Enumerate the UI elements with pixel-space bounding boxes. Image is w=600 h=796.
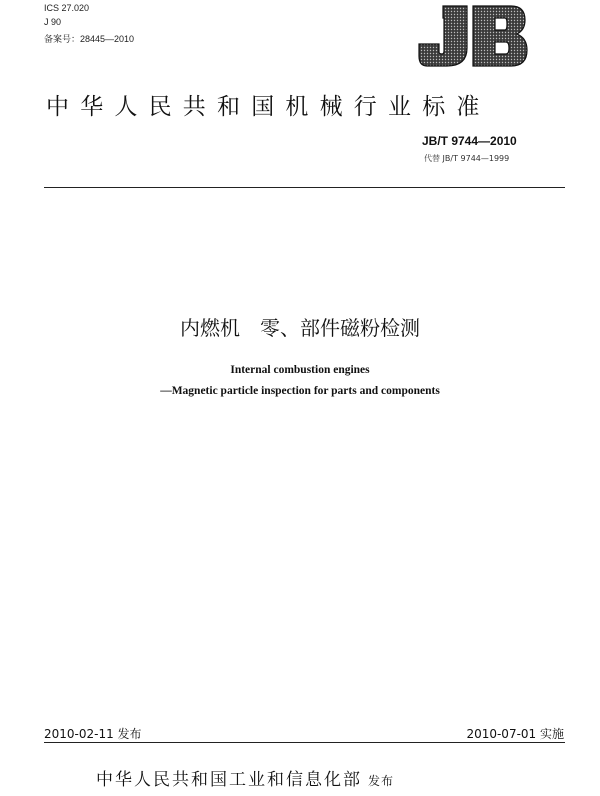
publisher-suffix: 发布 <box>368 774 395 788</box>
header-divider <box>44 187 565 188</box>
document-title-cn: 内燃机 零、部件磁粉检测 <box>180 316 420 340</box>
filing-number: 备案号：28445—2010 <box>44 34 135 44</box>
document-title-en-line1: Internal combustion engines <box>230 364 370 376</box>
ics-code: ICS 27.020 <box>44 3 90 13</box>
jb-logo <box>417 4 529 68</box>
replaces-standard: 代替 JB/T 9744—1999 <box>424 154 510 163</box>
document-title-en-line2: —Magnetic particle inspection for parts and components <box>160 385 440 397</box>
publisher-name: 中华人民共和国工业和信息化部 <box>96 770 362 790</box>
publisher <box>96 765 394 790</box>
implementation-date: 2010-07-01 实施 <box>466 727 564 741</box>
standard-category-title: 中华人民共和国机械行业标准 <box>46 94 491 120</box>
standard-number: JB/T 9744—2010 <box>422 134 517 148</box>
clc-code: J 90 <box>44 17 62 27</box>
issue-date: 2010-02-11 发布 <box>44 727 142 741</box>
footer-divider <box>44 742 565 743</box>
